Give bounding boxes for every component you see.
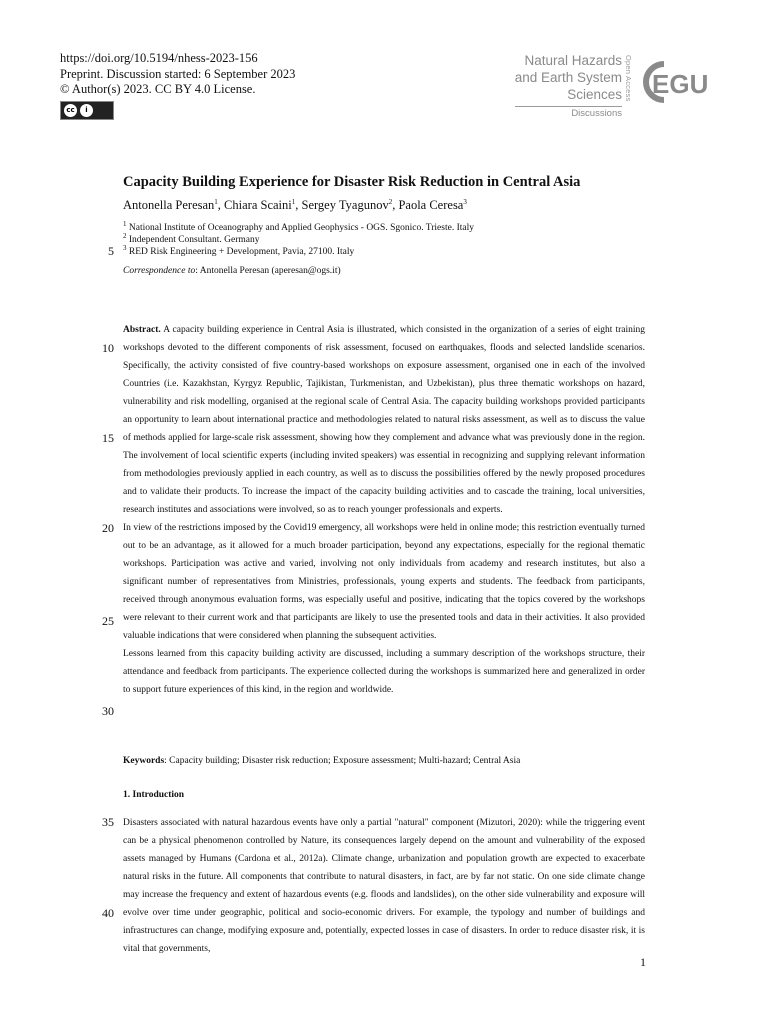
correspondence-text: : Antonella Peresan (aperesan@ogs.it) <box>195 266 341 276</box>
egu-logo-text: EGU <box>652 69 709 99</box>
paper-title: Capacity Building Experience for Disaster Risk Reduction in Central Asia <box>123 174 581 190</box>
doi-link[interactable]: https://doi.org/10.5194/nhess-2023-156 <box>60 51 258 65</box>
journal-discussions: Discussions <box>571 108 622 119</box>
author-name: Paola Ceresa <box>398 198 464 212</box>
author-affil-mark: 1 <box>214 197 218 206</box>
journal-line-3: Sciences <box>567 87 622 102</box>
preprint-date: Preprint. Discussion started: 6 September 2023 <box>60 66 296 81</box>
correspondence-label: Correspondence to <box>123 266 196 276</box>
author-affil-mark: 1 <box>291 197 296 206</box>
line-number: 15 <box>102 431 114 445</box>
license-line: © Author(s) 2023. CC BY 4.0 License. <box>60 82 256 96</box>
keywords-label: Keywords <box>123 756 165 766</box>
section-heading-introduction: 1. Introduction <box>123 790 185 800</box>
author-list: Antonella Peresan$^1$, Chiara Scaini$^1$, Sergey Tyagunov$^2$, Paola Ceresa$^3$ <box>123 197 467 212</box>
correspondence <box>123 265 341 277</box>
cc-icon: cc <box>64 104 77 117</box>
keywords <box>123 752 520 770</box>
affiliation-3: $^3$ RED Risk Engineering + Development, Pavia, 27100. Italy <box>123 243 355 257</box>
affiliation-2: $^2$ Independent Consultant. Germany <box>123 231 260 245</box>
author-name: Chiara Scaini <box>224 198 292 212</box>
line-number: 20 <box>102 521 114 535</box>
line-number: 25 <box>102 614 114 628</box>
line-number: 35 <box>102 815 114 829</box>
abstract-label: Abstract. <box>123 325 161 335</box>
abstract <box>123 321 645 699</box>
by-icon: i <box>80 104 93 117</box>
journal-name <box>515 52 622 120</box>
open-access-label: Open Access <box>624 55 633 102</box>
line-number: 10 <box>102 341 114 355</box>
preprint-header <box>60 51 295 98</box>
author-affil-mark: 3 <box>463 197 467 206</box>
author-affil-mark: 2 <box>388 197 393 206</box>
journal-line-2: and Earth System <box>514 70 622 85</box>
author-name: Sergey Tyagunov <box>301 198 389 212</box>
line-number: 40 <box>102 906 114 920</box>
author-name: Antonella Peresan <box>123 198 215 212</box>
page-number: 1 <box>640 955 646 969</box>
line-number: 5 <box>108 244 114 258</box>
journal-line-1: Natural Hazards <box>524 53 622 68</box>
abstract-paragraph-3: Lessons learned from this capacity building activity are discussed, including a summary description of the workshops structure, their attendance and feedback from participants. The experience collected during the workshops is summarized here and generalized in order to support future experiences of this kind, in the region and worldwide. <box>123 649 645 695</box>
keywords-text: : Capacity building; Disaster risk reduction; Exposure assessment; Multi-hazard; Central Asia <box>164 756 521 766</box>
affiliation-1: $^1$ National Institute of Oceanography and Applied Geophysics - OGS. Sgonico. Trieste. Italy <box>123 219 474 233</box>
abstract-paragraph-2: In view of the restrictions imposed by the Covid19 emergency, all workshops were held in online mode; this restriction eventually turned out to be an advantage, as it allowed for a much broader participation, beyond any expectations, especially for the regional thematic workshops. Participation was active and varied, involving not only individuals from academy and research institutes, but also a significant number of representatives from Ministries, professionals, young experts and students. The feedback from participants, received through anonymous evaluation forms, was especially useful and positive, indicating that the topics covered by the workshops were relevant to their current work and that participants are likely to use the presented tools and data in their activities. It also provided valuable indications that were considered when planning the subsequent activities. <box>123 523 645 641</box>
egu-logo-icon <box>638 56 710 108</box>
line-number: 30 <box>102 704 114 718</box>
introduction-paragraph: Disasters associated with natural hazardous events have only a partial "natural" component (Mizutori, 2020): while the triggering event can be a physical phenomenon controlled by Nature, its consequences largely depend on the amount and vulnerability of the exposed assets managed by Humans (Cardona et al., 2012a). Climate change, urbanization and population growth are expected to exacerbate natural risks in the future. All components that contribute to natural disasters, in fact, are by far not static. On one side climate change may increase the frequency and extent of hazardous events (e.g. floods and landslides), on the other side vulnerability and exposure will evolve over time under geographic, political and socio-economic drivers. For example, the typology and number of buildings and infrastructures can change, modifying exposure and, potentially, expected losses in case of disasters. In order to reduce disaster risk, it is vital that governments, <box>123 818 645 954</box>
cc-by-badge-icon[interactable] <box>60 101 114 120</box>
abstract-paragraph-1: Abstract. A capacity building experience in Central Asia is illustrated, which consisted in the organization of a series of eight training workshops devoted to the different components of risk assessment, focused on earthquakes, floods and selected landslide scenarios. Specifically, the activity consisted of five country-based workshops on exposure assessment, organised one in each of the involved Countries (i.e. Kazakhstan, Kyrgyz Republic, Tajikistan, Turkmenistan, and Uzbekistan), plus three thematic workshops on hazard, vulnerability and risk modelling, organised at the regional scale of Central Asia. The capacity building workshops provided participants an opportunity to learn about international practice and methodologies related to natural risks assessment, as well as to discuss the value of methods applied for large-scale risk assessment, showing how they complement and advance what was previously done in the region. The involvement of local scientific experts (including invited speakers) was essential in recognizing and supplying relevant information from methodologies previously applied in each country, as well as to discuss the possibilities offered by the newly proposed procedures and to validate their products. To increase the impact of the capacity building activities and to cascade the training, local universities, research institutes and associations were involved, so as to reach younger professionals and experts. <box>123 325 645 515</box>
